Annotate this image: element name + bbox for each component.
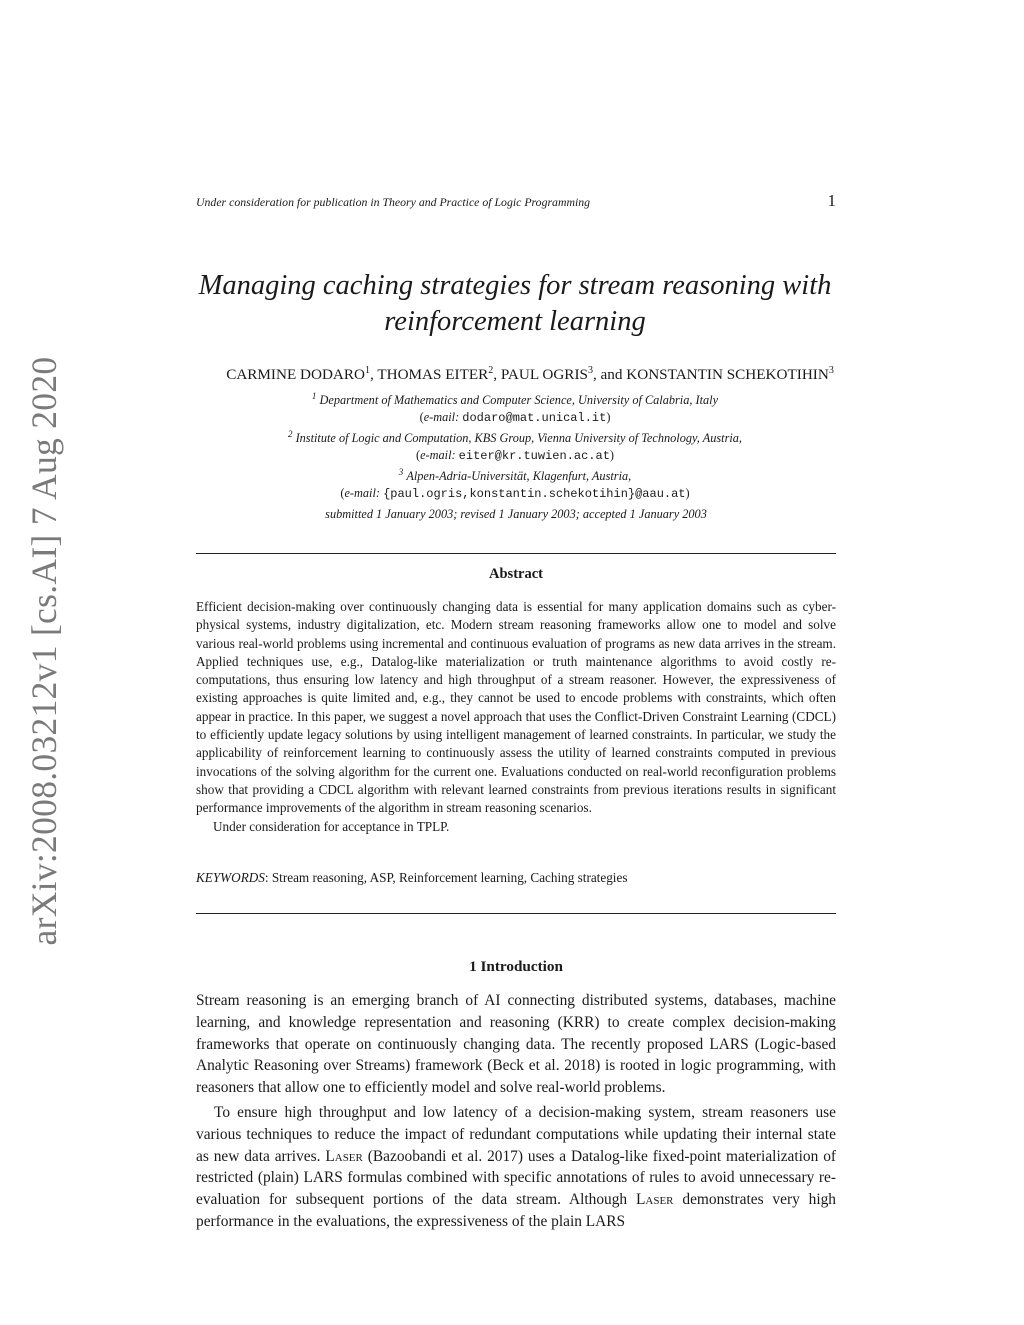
- affiliations: [130, 388, 900, 502]
- affiliation-1-email: dodaro@mat.unical.it: [462, 410, 607, 425]
- abstract-top-rule: [196, 553, 836, 554]
- author-3-sup: 3: [587, 365, 593, 376]
- keywords: [196, 870, 836, 886]
- intro-paragraph-2: [196, 1102, 836, 1233]
- laser-name-2: Laser: [635, 1191, 674, 1209]
- running-head-text: Under consideration for publication in Theory and Practice of Logic Programming: [196, 195, 591, 209]
- affiliation-2-num: 2: [287, 429, 293, 440]
- affiliation-1-name: Department of Mathematics and Computer Science, University of Calabria, Italy: [319, 393, 719, 408]
- title-line-2: reinforcement learning: [384, 306, 646, 337]
- abstract-body: [196, 598, 836, 836]
- intro-p2-part-c: demonstrates very high performance in the evaluations, the expressiveness of the plain LARS: [196, 1191, 836, 1230]
- introduction-body: [196, 990, 836, 1233]
- abstract-note: Under consideration for acceptance in TPLP.: [213, 818, 450, 834]
- affiliation-3-num: 3: [398, 467, 404, 478]
- intro-p2-part-b: (Bazoobandi et al. 2017) uses a Datalog-like fixed-point materialization of restricted (plain) LARS formulas combined with specific annotations of rules to avoid unnecessary re-evaluation for subsequent portions of the data stream. Although: [196, 1147, 837, 1209]
- affiliation-3-name: Alpen-Adria-Universität, Klagenfurt, Austria,: [406, 469, 632, 484]
- laser-name: Laser: [325, 1147, 363, 1165]
- affiliation-2-email: eiter@kr.tuwien.ac.at: [458, 448, 610, 463]
- affiliation-1-email-line: (e-mail: dodaro@mat.unical.it): [419, 409, 611, 425]
- abstract-text: Efficient decision-making over continuously changing data is essential for many application domains such as cyber-physical systems, industry digitalization, etc. Modern stream reasoning frameworks allow one to model and solve various real-world problems using incremental and continuous evaluation of programs as new data arrives in the stream. Applied techniques use, e.g., Datalog-like materialization or truth maintenance algorithms to avoid costly re-computations, thus ensuring low latency and high throughput of a stream reasoner. However, the expressiveness of existing approaches is quite limited and, e.g., they cannot be used to encode problems with constraints, which often appear in practice. In this paper, we suggest a novel approach that uses the Conflict-Driven Constraint Learning (CDCL) to efficiently update legacy solutions by using intelligent management of learned constraints. In particular, we study the applicability of reinforcement learning to continuously assess the utility of learned constraints computed in previous invocations of the solving algorithm for the current one. Evaluations conducted on real-world reconfiguration problems show that providing a CDCL algorithm with relevant learned constraints from previous iterations results in significant performance improvements of the algorithm in stream reasoning scenarios.: [196, 599, 836, 816]
- affiliation-2-name: Institute of Logic and Computation, KBS Group, Vienna University of Technology, Austria,: [295, 431, 742, 446]
- intro-p2-part-a: To ensure high throughput and low latency of a decision-making system, stream reasoners use various techniques to reduce the impact of redundant computations while updating their internal state as new data arrives.: [196, 1103, 836, 1165]
- title-line-1: Managing caching strategies for stream reasoning with: [198, 270, 832, 301]
- affiliation-3-email-line: (e-mail: {paul.ogris,konstantin.schekotihin}@aau.at): [340, 485, 690, 501]
- author-1-sup: 1: [365, 365, 370, 376]
- affiliation-1-email-label: e-mail:: [423, 409, 460, 424]
- affiliation-3: [130, 464, 900, 485]
- intro-paragraph-1: Stream reasoning is an emerging branch of AI connecting distributed systems, databases, machine learning, and knowledge representation and reasoning (KRR) to create complex decision-making frameworks that operate on continuously changing data. The recently proposed LARS (Logic-based Analytic Reasoning over Streams) framework (Beck et al. 2018) is rooted in logic programming, with reasoners that allow one to efficiently model and solve real-world problems.: [196, 992, 836, 1097]
- keywords-list: : Stream reasoning, ASP, Reinforcement learning, Caching strategies: [264, 870, 628, 885]
- author-1: CARMINE DODARO: [226, 366, 365, 384]
- author-4-sup: 3: [828, 365, 834, 376]
- affiliation-2-email-label: e-mail:: [420, 447, 456, 462]
- author-4: KONSTANTIN SCHEKOTIHIN: [626, 366, 829, 384]
- running-head: [196, 191, 836, 210]
- affiliation-1-num: 1: [311, 391, 317, 401]
- abstract-heading: Abstract: [489, 566, 543, 582]
- affiliation-3-email-label: e-mail:: [344, 485, 380, 500]
- author-2: THOMAS EITER: [377, 366, 489, 384]
- abstract-bottom-rule: [196, 913, 836, 914]
- section-heading: 1 Introduction: [469, 958, 563, 975]
- affiliation-2: [130, 426, 900, 447]
- affiliation-2-email-line: (e-mail: eiter@kr.tuwien.ac.at): [415, 447, 615, 463]
- paper-title: [150, 268, 880, 340]
- arxiv-identifier: arXiv:2008.03212v1 [cs.AI] 7 Aug 2020: [24, 356, 64, 946]
- submission-dates: submitted 1 January 2003; revised 1 January 2003; accepted 1 January 2003: [325, 507, 707, 521]
- affiliation-3-email: {paul.ogris,konstantin.schekotihin}@aau.at: [383, 486, 686, 501]
- author-2-sup: 2: [488, 365, 494, 376]
- author-conjunction: and: [600, 366, 623, 384]
- affiliation-1: [130, 388, 900, 409]
- page-number: 1: [827, 191, 836, 210]
- author-3: PAUL OGRIS: [500, 366, 588, 384]
- author-list: CARMINE DODARO$^1$, THOMAS EITER$^2$, PAUL OGRIS$^3$, and KONSTANTIN SCHEKOTIHIN$^3$: [226, 365, 834, 384]
- keywords-label: KEYWORDS: [196, 870, 265, 885]
